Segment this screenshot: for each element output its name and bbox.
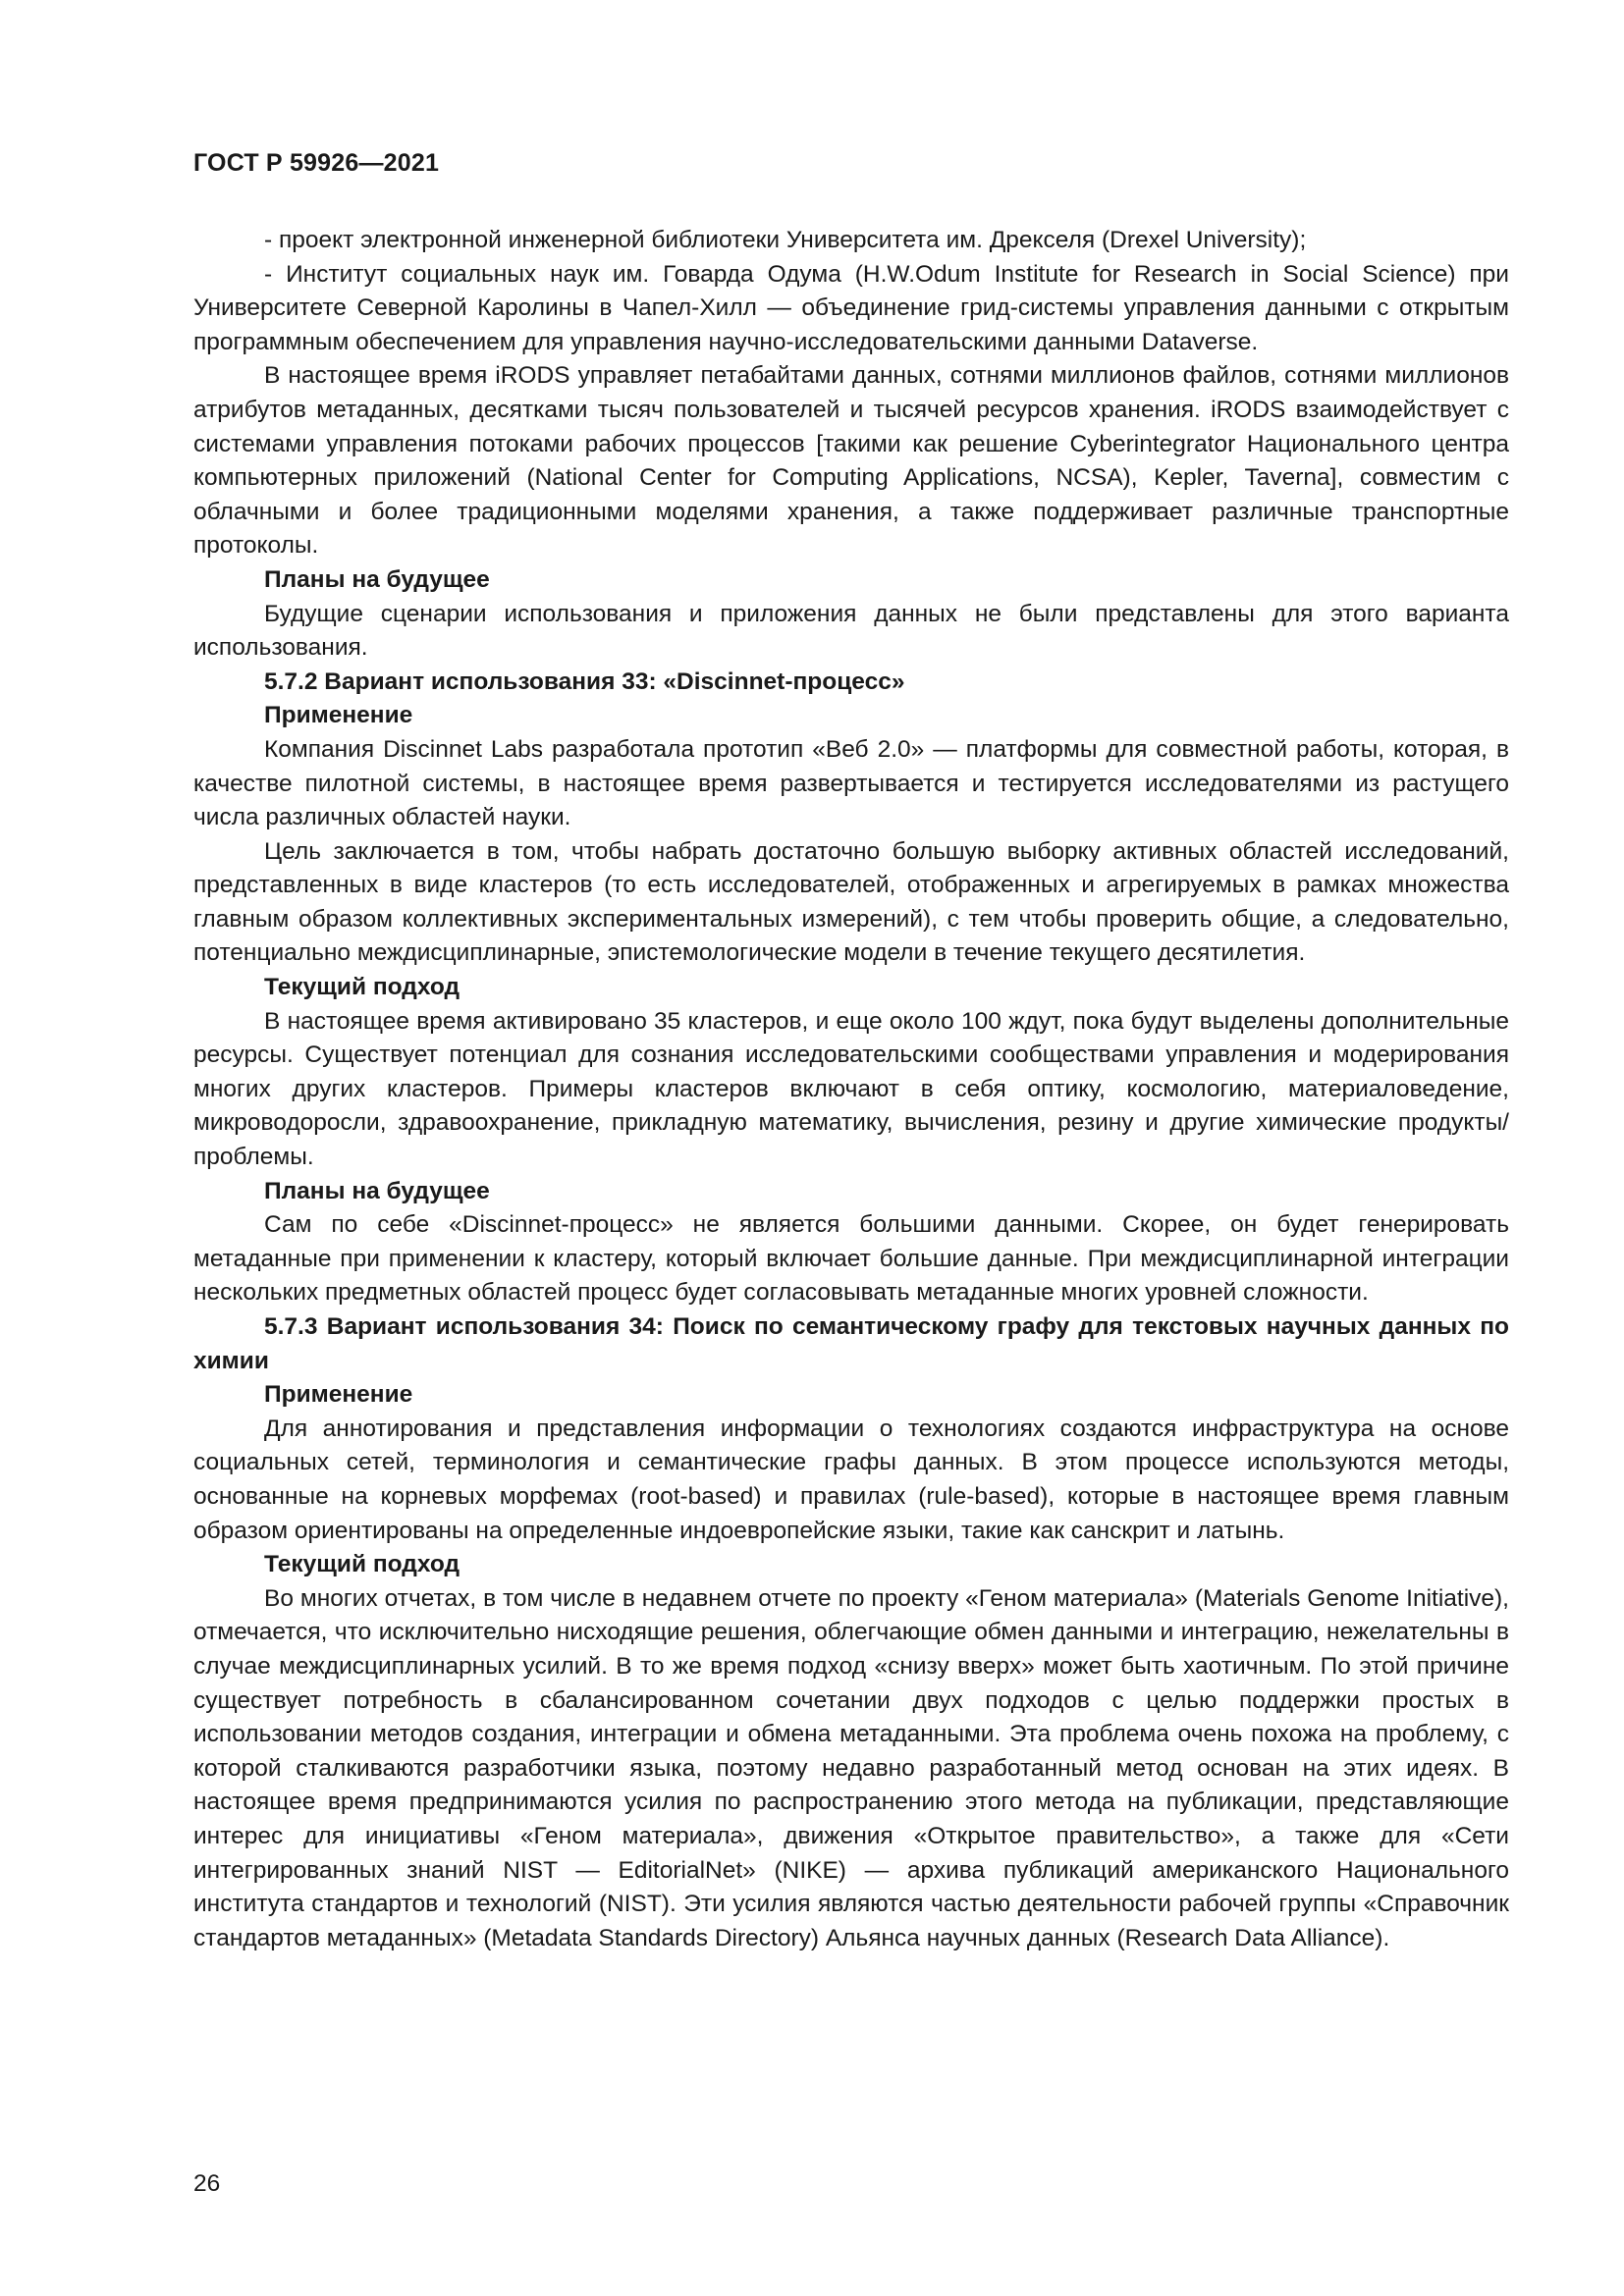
paragraph: Компания Discinnet Labs разработала прототип «Веб 2.0» — платформы для совместной работы, которая, в качестве пилотной системы, в настоящее время развертывается и тестируется исследователями из растущего числа различных областей науки. — [193, 735, 1509, 831]
section-heading: Применение — [264, 1381, 413, 1409]
section-heading: 5.7.2 Вариант использования 33: «Discinnet-процесс» — [264, 667, 905, 695]
section-heading: Планы на будущее — [264, 1177, 490, 1204]
paragraph: В настоящее время активировано 35 кластеров, и еще около 100 ждут, пока будут выделены дополнительные ресурсы. Существует потенциал для сознания исследовательскими сообществами управления и модерирования многих других кластеров. Примеры кластеров включают в себя оптику, космологию, материаловедение, микроводоросли, здравоохранение, прикладную математику, вычисления, резину и другие химические продукты/проблемы. — [193, 1007, 1509, 1171]
paragraph: В настоящее время iRODS управляет петабайтами данных, сотнями миллионов файлов, сотнями миллионов атрибутов метаданных, десятками тысяч пользователей и тысячей ресурсов хранения. iRODS взаимодействует с системами управления потоками рабочих процессов [такими как решение Cyberintegrator Национального центра компьютерных приложений (National Center for Computing Applications, NCSA), Kepler, Taverna], совместим с облачными и более традиционными моделями хранения, а также поддерживает различные транспортные протоколы. — [193, 362, 1509, 560]
document-code-header: ГОСТ Р 59926—2021 — [193, 149, 440, 177]
paragraph: Во многих отчетах, в том числе в недавнем отчете по проекту «Геном материала» (Materials Genome Initiative), отмечается, что исключительно нисходящие решения, облегчающие обмен данными и интеграцию, нежелательны в случае междисциплинарных усилий. В то же время подход «снизу вверх» может быть хаотичным. По этой причине существует потребность в сбалансированном сочетании двух подходов с целью поддержки простых в использовании методов создания, интеграции и обмена метаданными. Эта проблема очень похожа на проблему, с которой сталкиваются разработчики языка, поэтому недавно разработанный метод основан на этих идеях. В настоящее время предпринимаются усилия по распространению этого метода на публикации, представляющие интерес для инициативы «Геном материала», движения «Открытое правительство», а также для «Сети интегрированных знаний NIST — EditorialNet» (NIKE) — архива публикаций американского Национального института стандартов и технологий (NIST). Эти усилия являются частью деятельности рабочей группы «Справочник стандартов метаданных» (Metadata Standards Directory) Альянса научных данных (Research Data Alliance). — [193, 1584, 1509, 1951]
document-body — [193, 224, 1509, 1955]
paragraph: Будущие сценарии использования и приложения данных не были представлены для этого варианта использования. — [193, 600, 1509, 662]
section-heading: Планы на будущее — [264, 565, 490, 593]
paragraph: Цель заключается в том, чтобы набрать достаточно большую выборку активных областей исследований, представленных в виде кластеров (то есть исследователей, отображенных и агрегируемых в рамках множества главным образом коллективных экспериментальных измерений), с тем чтобы проверить общие, а следовательно, потенциально междисциплинарные, эпистемологические модели в течение текущего десятилетия. — [193, 837, 1509, 967]
paragraph: - проект электронной инженерной библиотеки Университета им. Дрекселя (Drexel University); — [264, 227, 1307, 253]
section-heading: 5.7.3 Вариант использования 34: Поиск по семантическому графу для текстовых научных данных по химии — [193, 1313, 1509, 1374]
paragraph: Сам по себе «Discinnet-процесс» не является большими данными. Скорее, он будет генерировать метаданные при применении к кластеру, который включает большие данные. При междисциплинарной интеграции нескольких предметных областей процесс будет согласовывать метаданные многих уровней сложности. — [193, 1211, 1509, 1307]
section-heading: Текущий подход — [264, 974, 460, 1001]
section-heading: Применение — [264, 702, 413, 729]
paragraph: Для аннотирования и представления информации о технологиях создаются инфраструктура на основе социальных сетей, терминология и семантические графы данных. В этом процессе используются методы, основанные на корневых морфемах (root-based) и правилах (rule-based), которые в настоящее время главным образом ориентированы на определенные индоевропейские языки, такие как санскрит и латынь. — [193, 1415, 1509, 1544]
section-heading: Текущий подход — [264, 1551, 460, 1578]
page-number: 26 — [193, 2170, 221, 2197]
paragraph: - Институт социальных наук им. Говарда Одума (H.W.Odum Institute for Research in Social Science) при Университете Северной Каролины в Чапел-Хилл — объединение грид-системы управления данными с открытым программным обеспечением для управления научно-исследовательскими данными Dataverse. — [193, 260, 1509, 355]
